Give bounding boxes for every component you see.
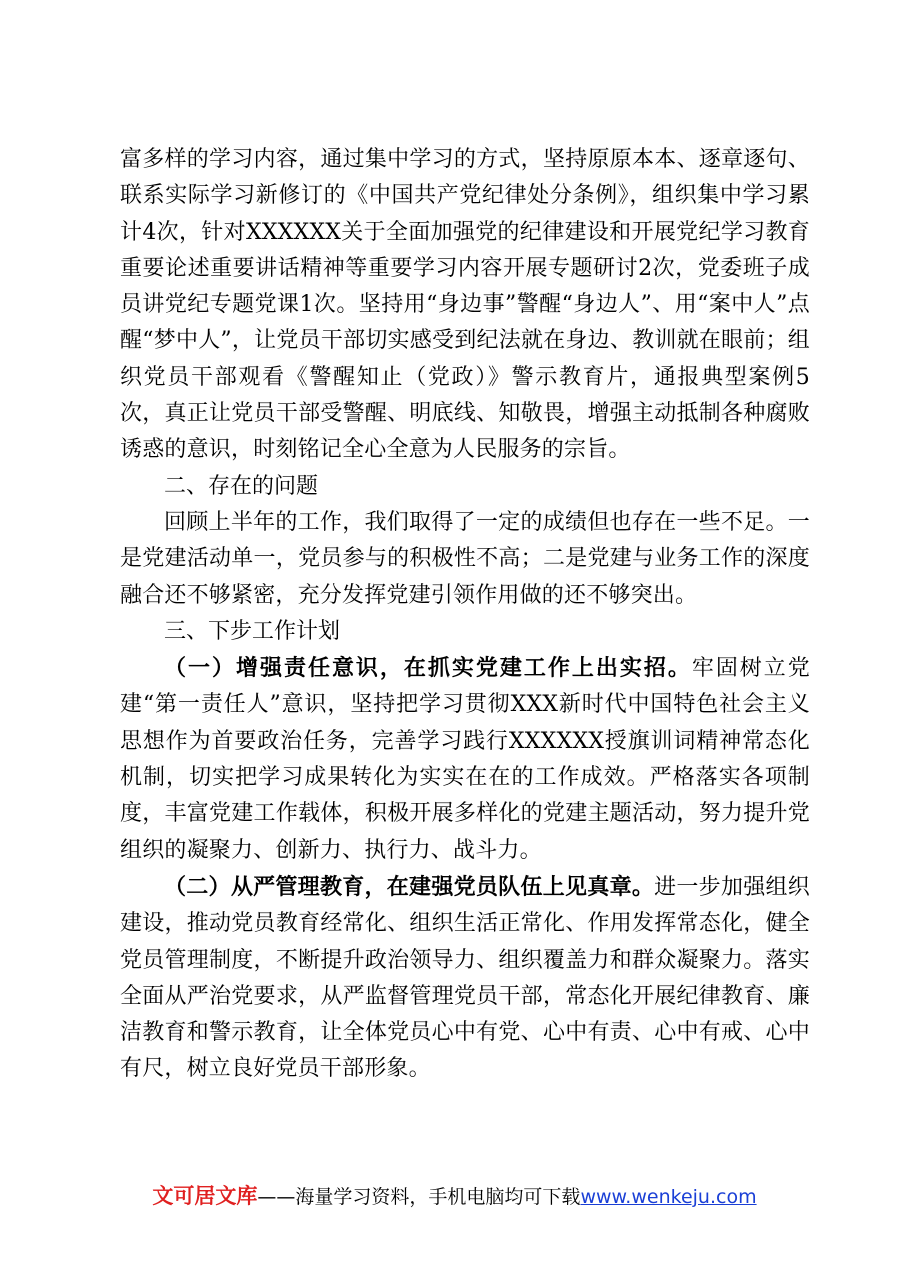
plan-item-1-body: 牢固树立党建“第一责任人”意识，坚持把学习贯彻XXX新时代中国特色社会主义思想作为首要政治任务，完善学习践行XXXXXX授旗训词精神常态化机制，切实把学习成果转化为实实在在的工作成效。严格落实各项制度，丰富党建工作载体，积极开展多样化的党建主题活动，努力提升党组织的凝聚力、创新力、执行力、战斗力。 bbox=[120, 656, 810, 863]
plan-item-2-body: 进一步加强组织建设，推动党员教育经常化、组织生活正常化、作用发挥常态化，健全党员管理制度，不断提升政治领导力、组织覆盖力和群众凝聚力。落实全面从严治党要求，从严监督管理党员干部，常态化开展纪律教育、廉洁教育和警示教育，让全体党员心中有党、心中有责、心中有戒、心中有尺，树立良好党员干部形象。 bbox=[120, 874, 810, 1082]
plan-item-1 bbox=[120, 650, 810, 869]
footer-banner bbox=[0, 1182, 909, 1211]
document-body bbox=[120, 142, 810, 1088]
section-heading-problems: 二、存在的问题 bbox=[164, 473, 319, 499]
section-heading-next-plan: 三、下步工作计划 bbox=[164, 618, 341, 644]
plan-item-2 bbox=[120, 869, 810, 1088]
footer-brand: 文可居文库 bbox=[152, 1184, 258, 1208]
footer-link[interactable]: www.wenkeju.com bbox=[580, 1186, 757, 1208]
plan-item-2-title: （二）从严管理教育，在建强党员队伍上见真章。 bbox=[164, 873, 655, 900]
footer-tagline: ——海量学习资料，手机电脑均可下载 bbox=[257, 1186, 581, 1208]
paragraph-problems: 回顾上半年的工作，我们取得了一定的成绩但也存在一些不足。一是党建活动单一，党员参与的积极性不高；二是党建与业务工作的深度融合还不够紧密，充分发挥党建引领作用做的还不够突出。 bbox=[120, 509, 810, 608]
paragraph-study-activities: 富多样的学习内容，通过集中学习的方式，坚持原原本本、逐章逐句、联系实际学习新修订的《中国共产党纪律处分条例》，组织集中学习累计4次，针对XXXXXX关于全面加强党的纪律建设和开展党纪学习教育重要论述重要讲话精神等重要学习内容开展专题研讨2次，党委班子成员讲党纪专题党课1次。坚持用“身边事”警醒“身边人”、用“案中人”点醒“梦中人”，让党员干部切实感受到纪法就在身边、教训就在眼前；组织党员干部观看《警醒知止（党政）》警示教育片，通报典型案例5次，真正让党员干部受警醒、明底线、知敬畏，增强主动抵制各种腐败诱惑的意识，时刻铭记全心全意为人民服务的宗旨。 bbox=[120, 147, 810, 463]
plan-item-1-title: （一）增强责任意识，在抓实党建工作上出实招。 bbox=[164, 655, 692, 682]
